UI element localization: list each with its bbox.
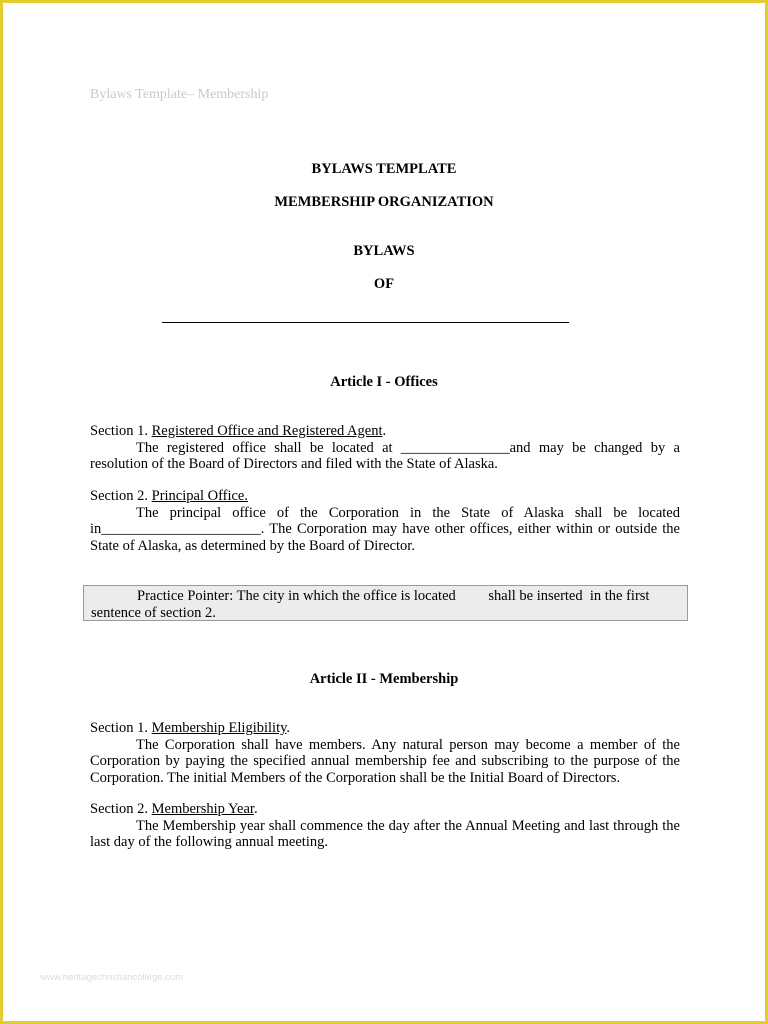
section-heading: Section 1. Membership Eligibility. xyxy=(90,720,291,736)
practice-pointer-box xyxy=(83,585,688,621)
practice-pointer-line-1: Practice Pointer: The city in which the office is located shall be inserted in the first xyxy=(137,588,650,604)
section-title: Membership Eligibility xyxy=(151,720,287,736)
section-title: Membership Year xyxy=(151,801,254,817)
section-body: The principal office of the Corporation in the State of Alaska shall be located in______________________. The Corporation may have other offices, either within or outside the State of Alaska, as determined by the Board of Director. xyxy=(90,504,680,554)
footer-watermark: www.heritagechristiancollege.com xyxy=(40,972,184,983)
organization-name-blank-line xyxy=(162,322,569,323)
article-1-section-1 xyxy=(90,423,680,473)
running-header: Bylaws Template– Membership xyxy=(90,87,269,102)
article-1-heading: Article I - Offices xyxy=(330,374,438,390)
section-title: Principal Office. xyxy=(151,488,248,504)
section-heading: Section 1. Registered Office and Registered Agent. xyxy=(90,423,387,439)
section-heading: Section 2. Principal Office. xyxy=(90,488,248,504)
bylaws-heading: BYLAWS xyxy=(353,243,415,259)
section-heading: Section 2. Membership Year. xyxy=(90,801,258,817)
article-2-section-1 xyxy=(90,720,680,786)
section-title: Registered Office and Registered Agent xyxy=(151,423,383,439)
practice-pointer-line-2: sentence of section 2. xyxy=(91,604,216,621)
document-title: BYLAWS TEMPLATE xyxy=(311,161,457,177)
of-heading: OF xyxy=(373,276,395,292)
article-2-section-2 xyxy=(90,801,680,851)
article-1-section-2 xyxy=(90,488,680,554)
section-body: The Corporation shall have members. Any natural person may become a member of the Corporation by paying the specified annual membership fee and subscribing to the purpose of the Corporation. The initial Members of the Corporation shall be the Initial Board of Directors. xyxy=(90,736,680,786)
section-body: The registered office shall be located at _______________and may be changed by a resolution of the Board of Directors and filed with the State of Alaska. xyxy=(90,439,680,472)
document-subtitle: MEMBERSHIP ORGANIZATION xyxy=(274,194,494,210)
section-body: The Membership year shall commence the day after the Annual Meeting and last through the last day of the following annual meeting. xyxy=(90,817,680,850)
article-2-heading: Article II - Membership xyxy=(309,671,459,687)
